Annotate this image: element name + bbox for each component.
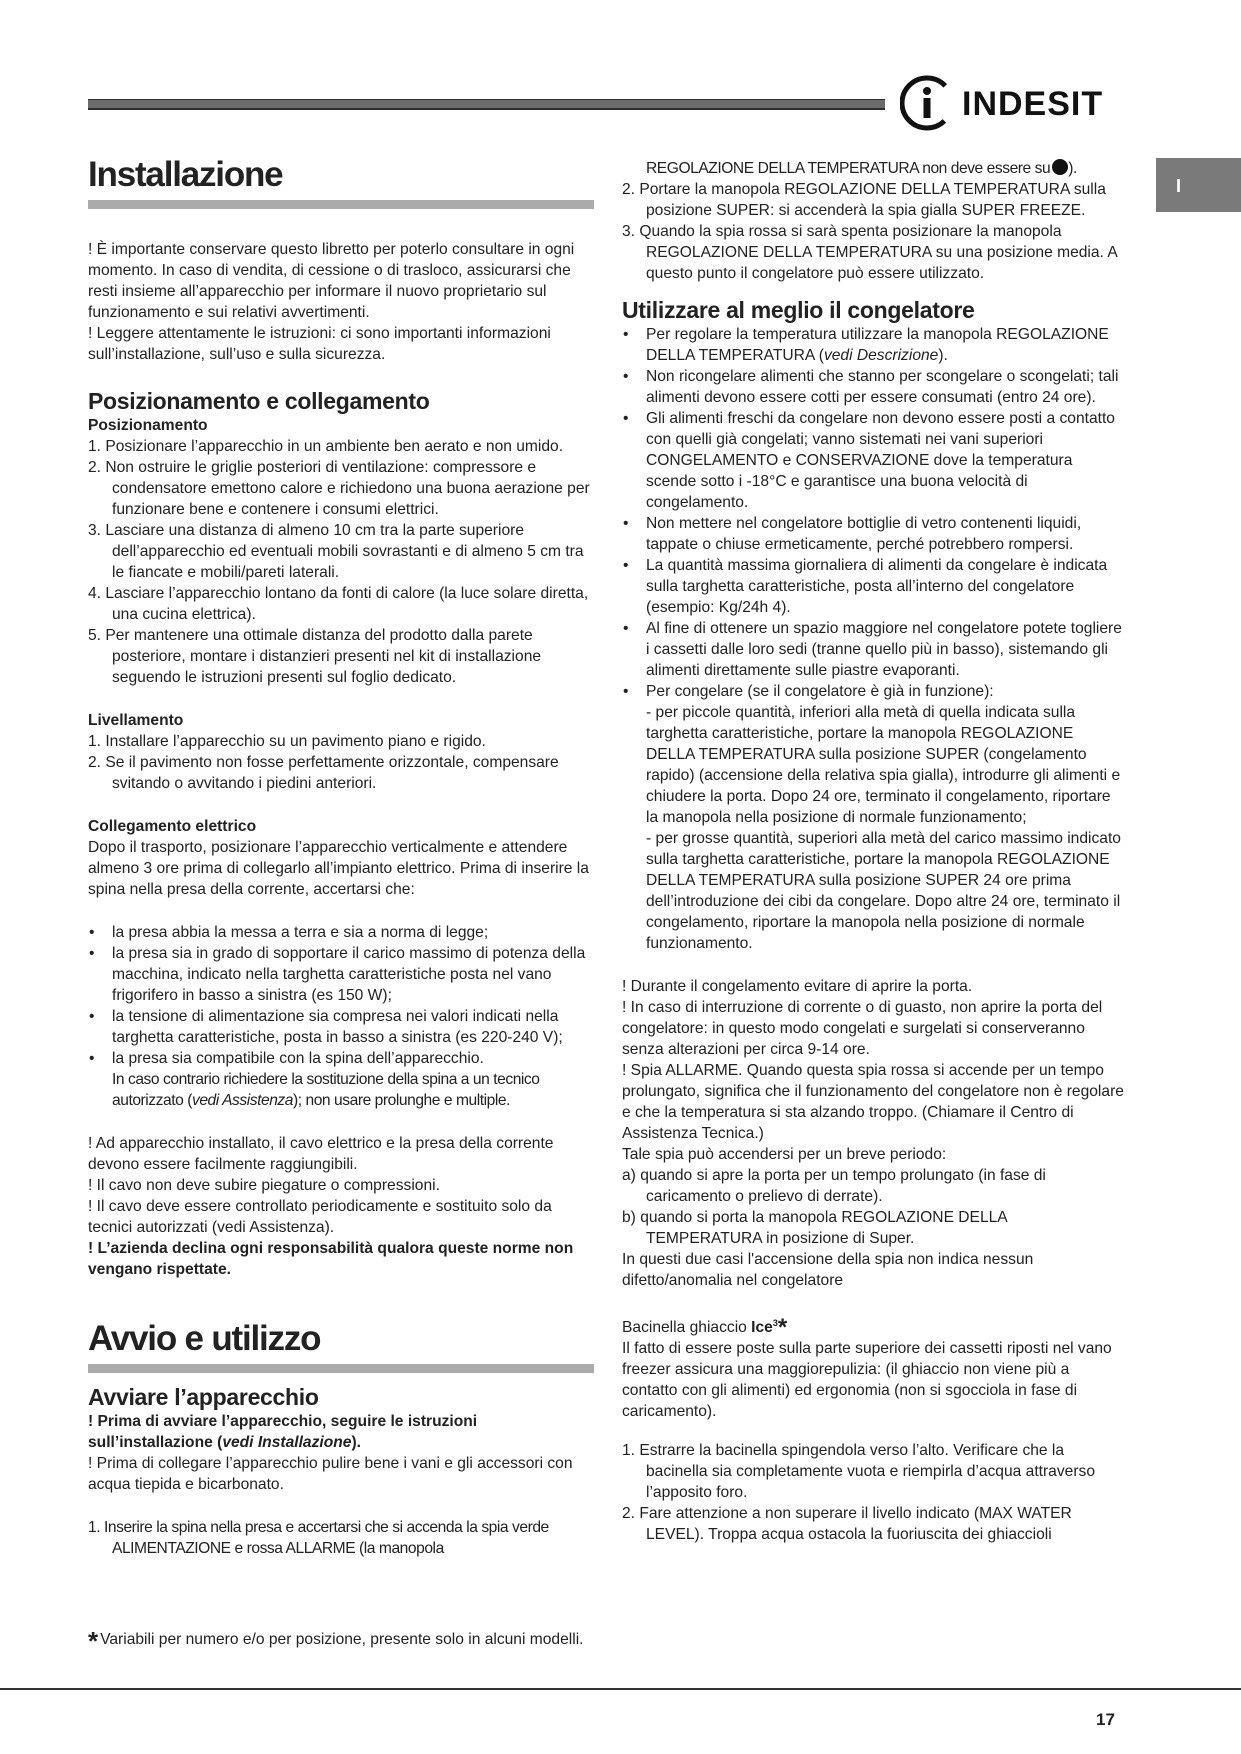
- list-item: a) quando si apre la porta per un tempo prolungato (in fase di caricamento o prelievo di derrate).: [622, 1167, 1046, 1205]
- collegamento-note: In caso contrario richiedere la sostituzione della spina a un tecnico autorizzato (vedi Assistenza); non usare prolunghe e multiple.: [112, 1071, 540, 1109]
- collegamento-paragraph: Dopo il trasporto, posizionare l’apparecchio verticalmente e attendere almeno 3 ore prima di collegarlo all’impianto elettrico. Prima di inserire la spina nella presa della corrente, accertarsi che:: [88, 839, 589, 898]
- heading-utilizzare: Utilizzare al meglio il congelatore: [622, 297, 975, 323]
- language-tab: I: [1156, 158, 1241, 212]
- list-item: • la presa abbia la messa a terra e sia a norma di legge;: [88, 922, 594, 943]
- list-item: • Non ricongelare alimenti che stanno per scongelare o scongelati; tali alimenti devono essere cotti per essere consumati (entro 24 ore).: [622, 366, 1124, 408]
- avviare-instruction: ! Prima di avviare l’apparecchio, seguire le istruzioni sull’installazione (vedi Installazione).: [88, 1413, 478, 1451]
- list-item: 3. Lasciare una distanza di almeno 10 cm tra la parte superiore dell’apparecchio ed eventuali mobili sovrastanti e di almeno 5 cm tra le fiancate e mobili/pareti laterali.: [88, 522, 584, 581]
- list-item: • la presa sia compatibile con la spina dell’apparecchio.: [88, 1048, 594, 1069]
- list-item: 2. Non ostruire le griglie posteriori di ventilazione: compressore e condensatore emettono calore e richiedono una buona aerazione per funzionare bene e contenere i consumi elettrici.: [88, 459, 590, 518]
- warning-text: ! In caso di interruzione di corrente o di guasto, non aprire la porta del congelatore: in questo modo congelati e surgelati si conserveranno senza alterazioni per circa 9-14 ore.: [622, 999, 1103, 1058]
- intro-paragraph: ! È importante conservare questo libretto per poterlo consultare in ogni momento. In caso di vendita, di cessione o di trasloco, assicurarsi che resti insieme all’apparecchio per informare il nuovo proprietario sul funzionamento e sui relativi avvertimenti.: [88, 241, 575, 321]
- info-text: In questi due casi l'accensione della spia non indica nessun difetto/anomalia nel congelatore: [622, 1251, 1034, 1289]
- list-item: 5. Per mantenere una ottimale distanza del prodotto dalla parete posteriore, montare i distanzieri presenti nel kit di installazione seguendo le istruzioni presenti sul foglio dedicato.: [88, 627, 542, 686]
- asterisk-icon: *: [88, 1626, 99, 1656]
- list-item: 1. Inserire la spina nella presa e accertarsi che si accenda la spia verde ALIMENTAZIONE e rossa ALLARME (la manopola: [88, 1519, 549, 1557]
- warning-text: ! Spia ALLARME. Quando questa spia rossa si accende per un tempo prolungato, significa che il funzionamento del congelatore non è regolare e che la temperatura si sta alzando troppo. (Chiamare il Centro di Assistenza Tecnica.): [622, 1062, 1124, 1142]
- warning-text: ! Il cavo deve essere controllato periodicamente e sostituito solo da tecnici autorizzati (vedi Assistenza).: [88, 1198, 552, 1236]
- list-item: • Gli alimenti freschi da congelare non devono essere posti a contatto con quelli già congelati; vanno sistemati nei vani superiori CONGELAMENTO e CONSERVAZIONE dove la temperatura scende sotto i -18°C e garantisce una buona velocità di congelamento.: [622, 408, 1124, 513]
- continued-line: REGOLAZIONE DELLA TEMPERATURA non deve essere su ).: [646, 160, 1077, 177]
- link-vedi-installazione: vedi Installazione: [222, 1434, 352, 1451]
- footer-rule: [0, 1688, 1241, 1690]
- list-item: • Non mettere nel congelatore bottiglie di vetro contenenti liquidi, tappate o chiuse ermeticamente, perché potrebbero rompersi.: [622, 513, 1124, 555]
- list-item: • Per regolare la temperatura utilizzare la manopola REGOLAZIONE DELLA TEMPERATURA (vedi Descrizione).: [622, 324, 1124, 366]
- right-column: [622, 158, 1124, 1545]
- link-vedi-assistenza: vedi Assistenza: [191, 1092, 293, 1109]
- list-item: • la presa sia in grado di sopportare il carico massimo di potenza della macchina, indicato nella targhetta caratteristiche posta nel vano frigorifero in basso a sinistra (es 150 W);: [88, 943, 594, 1006]
- page-number: 17: [1096, 1710, 1115, 1729]
- list-item: 1. Posizionare l’apparecchio in un ambiente ben aerato e non umido.: [88, 438, 564, 455]
- list-item: 4. Lasciare l’apparecchio lontano da fonti di calore (la luce solare diretta, una cucina elettrica).: [88, 585, 589, 623]
- list-item: 2. Se il pavimento non fosse perfettamente orizzontale, compensare svitando o avvitando i piedini anteriori.: [88, 754, 559, 792]
- list-item: • La quantità massima giornaliera di alimenti da congelare è indicata sulla targhetta caratteristiche, posta all’interno del congelatore (esempio: Kg/24h 4).: [622, 555, 1124, 618]
- subheading-collegamento: Collegamento elettrico: [88, 818, 257, 835]
- dial-position-icon: [1052, 159, 1068, 175]
- list-item: 2. Portare la manopola REGOLAZIONE DELLA TEMPERATURA sulla posizione SUPER: si accenderà la spia gialla SUPER FREEZE.: [622, 181, 1106, 219]
- brand-text: INDESIT: [962, 85, 1104, 123]
- heading-avviare: Avviare l’apparecchio: [88, 1384, 319, 1410]
- warning-text: ! Il cavo non deve subire piegature o compressioni.: [88, 1177, 440, 1194]
- avviare-paragraph: ! Prima di collegare l’apparecchio pulire bene i vani e gli accessori con acqua tiepida e bicarbonato.: [88, 1455, 573, 1493]
- section-title-installazione: Installazione: [88, 155, 283, 194]
- list-item: • la tensione di alimentazione sia compresa nei valori indicati nella targhetta caratteristiche, posta in basso a sinistra (es 220-240 V);: [88, 1006, 594, 1048]
- footnote: * Variabili per numero e/o per posizione, presente solo in alcuni modelli.: [88, 1626, 584, 1656]
- title-rule: [88, 200, 594, 209]
- list-item: • Al fine di ottenere un spazio maggiore nel congelatore potete togliere i cassetti dalle loro sedi (tranne quello più in basso), sistemando gli alimenti direttamente sulle piastre evaporanti.: [622, 618, 1124, 681]
- section-title-avvio: Avvio e utilizzo: [88, 1319, 321, 1358]
- list-item: 1. Estrarre la bacinella spingendola verso l’alto. Verificare che la bacinella sia completamente vuota e riempirla d’acqua attraverso l’apposito foro.: [622, 1442, 1095, 1502]
- warning-text: Tale spia può accendersi per un breve periodo:: [622, 1146, 947, 1163]
- list-item: • Per congelare (se il congelatore è già in funzione):: [622, 681, 1124, 702]
- sub-item-large: - per grosse quantità, superiori alla metà del carico massimo indicato sulla targhetta caratteristiche, portare la manopola REGOLAZIONE DELLA TEMPERATURA sulla posizione SUPER 24 ore prima dell’introduzione dei cibi da congelare. Dopo altre 24 ore, terminato il congelamento, riportare la manopola nella posizione di normale funzionamento.: [646, 830, 1121, 952]
- left-column: [88, 152, 594, 1559]
- title-rule: [88, 1364, 594, 1373]
- heading-posizionamento-collegamento: Posizionamento e collegamento: [88, 388, 430, 414]
- intro-warning: ! Leggere attentamente le istruzioni: ci sono importanti informazioni sull’installazione, sull’uso e sulla sicurezza.: [88, 325, 551, 363]
- link-vedi-descrizione: vedi Descrizione: [823, 347, 939, 364]
- warning-text: ! Durante il congelamento evitare di aprire la porta.: [622, 978, 973, 995]
- warning-bold: ! L’azienda declina ogni responsabilità qualora queste norme non vengano rispettate.: [88, 1240, 574, 1278]
- list-item: 3. Quando la spia rossa si sarà spenta posizionare la manopola REGOLAZIONE DELLA TEMPERATURA su una posizione media. A questo punto il congelatore può essere utilizzato.: [622, 223, 1117, 282]
- ice-paragraph: Il fatto di essere poste sulla parte superiore dei cassetti riposti nel vano freezer assicura una maggiorepulizia: (il ghiaccio non viene più a contatto con gli alimenti) ed ergonomia (non si sgocciola in fase di caricamento).: [622, 1340, 1112, 1421]
- list-item: 2. Fare attenzione a non superare il livello indicato (MAX WATER LEVEL). Troppa acqua ostacola la fuoriuscita dei ghiaccioli: [622, 1505, 1072, 1544]
- list-item: b) quando si porta la manopola REGOLAZIONE DELLA TEMPERATURA in posizione di Super.: [622, 1209, 1007, 1247]
- indesit-logo: [900, 75, 1130, 131]
- warning-text: ! Ad apparecchio installato, il cavo elettrico e la presa della corrente devono essere facilmente raggiungibili.: [88, 1135, 554, 1173]
- subheading-posizionamento: Posizionamento: [88, 417, 208, 434]
- subheading-livellamento: Livellamento: [88, 712, 184, 729]
- list-item: 1. Installare l’apparecchio su un pavimento piano e rigido.: [88, 733, 486, 750]
- ice-brand: Ice: [751, 1319, 773, 1337]
- header-rule: [88, 99, 885, 110]
- sub-item-small: - per piccole quantità, inferiori alla metà di quella indicata sulla targhetta caratteristiche, portare la manopola REGOLAZIONE DELLA TEMPERATURA sulla posizione SUPER (congelamento rapido) (accensione della relativa spia gialla), introdurre gli alimenti e chiudere la porta. Dopo 24 ore, terminato il congelamento, riportare la manopola nella posizione di normale funzionamento;: [646, 704, 1121, 826]
- ice-heading: Bacinella ghiaccio Ice$^3$*: [622, 1314, 788, 1342]
